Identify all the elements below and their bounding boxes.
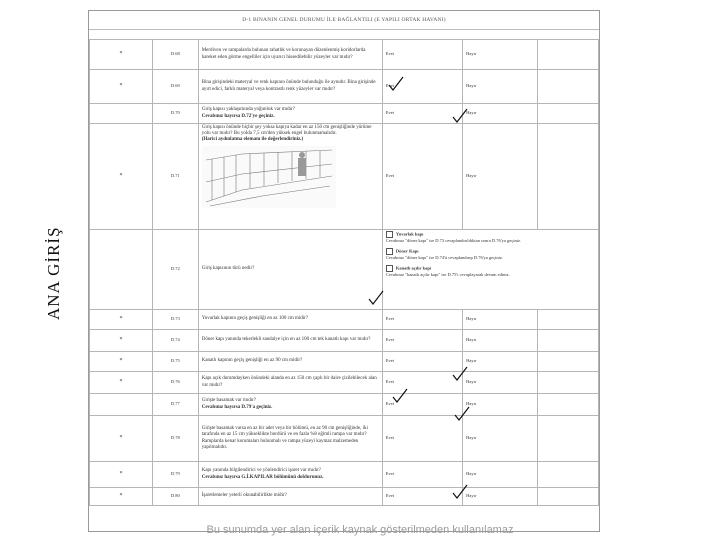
required-star: * <box>90 330 153 352</box>
option-title: Döner Kapı <box>395 248 419 254</box>
notes-cell <box>538 352 599 372</box>
answer-no[interactable]: Hayır <box>463 352 538 372</box>
required-star: * <box>90 416 153 462</box>
answer-no[interactable]: Hayır <box>463 488 538 506</box>
checkmark-icon <box>454 406 470 422</box>
question-code: D.71 <box>153 124 199 230</box>
required-star <box>90 394 153 416</box>
question-code: D.73 <box>153 310 199 330</box>
required-star: * <box>90 70 153 104</box>
footer-notice: Bu sunumda yer alan içerik kaynak gösterilmeden kullanılamaz <box>206 524 514 536</box>
question-code: D.80 <box>153 488 199 506</box>
table-row <box>90 70 599 104</box>
option-title: Kanatlı açılır kapı <box>395 265 432 271</box>
question-code: D.79 <box>153 462 199 488</box>
checkmark-icon <box>388 76 404 92</box>
entrance-sketch-figure <box>202 146 336 208</box>
side-title-text: ANA GİRİŞ <box>44 226 63 320</box>
option-checkbox[interactable] <box>386 265 393 272</box>
question-code: D.76 <box>153 372 199 394</box>
question-instruction: Cevabınız hayırsa D.79'a geçiniz. <box>201 404 273 410</box>
question-code: D.74 <box>153 330 199 352</box>
notes-cell <box>538 310 599 330</box>
answer-yes[interactable]: Evet <box>382 40 462 70</box>
notes-cell <box>538 394 599 416</box>
table-row <box>90 330 599 352</box>
answer-no[interactable]: Hayır <box>463 462 538 488</box>
question-cell <box>198 104 382 124</box>
question-instruction: Cevabınız hayırsa G.İ.KAPILAR bölümünü doldurunuz. <box>201 474 324 480</box>
answer-no[interactable]: Hayır <box>463 394 538 416</box>
answer-no[interactable]: Hayır <box>463 310 538 330</box>
question-text: İşaretlemeler yeterli okunabilirlikte midir? <box>198 488 382 506</box>
option-instruction: Cevabınız "kanatlı açılır kapı" ise D.75'i cevaplayarak devam ediniz. <box>385 272 510 278</box>
table-row <box>90 40 599 70</box>
checkmark-icon <box>368 290 384 306</box>
checkmark-icon <box>452 108 468 124</box>
answer-no[interactable]: Hayır <box>463 124 538 230</box>
notes-cell <box>538 372 599 394</box>
form-sheet <box>88 10 600 532</box>
option-revolving[interactable] <box>386 248 595 255</box>
table-row <box>90 124 599 230</box>
table-row <box>90 416 599 462</box>
answer-yes[interactable]: Evet <box>382 70 462 104</box>
answer-no[interactable]: Hayır <box>463 372 538 394</box>
answer-yes[interactable]: Evet <box>382 462 462 488</box>
answer-no[interactable]: Hayır <box>463 70 538 104</box>
question-code: D.75 <box>153 352 199 372</box>
notes-cell <box>538 124 599 230</box>
table-row <box>90 488 599 506</box>
answer-no[interactable]: Hayır <box>463 104 538 124</box>
answer-no[interactable]: Hayır <box>463 416 538 462</box>
question-code: D.69 <box>153 70 199 104</box>
question-text: Girişte basamak var mıdır? <box>201 398 256 404</box>
required-star: * <box>90 40 153 70</box>
checkmark-icon <box>392 388 408 404</box>
notes-cell <box>538 462 599 488</box>
option-instruction: Cevabınız "döner kapı" ise D.74'ü cevaplandırıp D.76'ya geçiniz. <box>385 255 504 261</box>
table-row <box>90 230 599 310</box>
question-instruction: Cevabınız hayırsa D.72'ye geçiniz. <box>201 113 275 119</box>
question-code: D.72 <box>153 230 199 310</box>
answer-yes[interactable]: Evet <box>382 352 462 372</box>
question-cell <box>198 124 382 230</box>
checkmark-icon <box>452 484 468 500</box>
answer-yes[interactable]: Evet <box>382 330 462 352</box>
answer-yes[interactable]: Evet <box>382 124 462 230</box>
notes-cell <box>538 104 599 124</box>
question-instruction: (Harici aydınlatma elemanı ile değerlendiriniz.) <box>201 137 304 143</box>
question-text: Yuvarlak kapının geçiş genişliği en az 100 cm midir? <box>198 310 382 330</box>
question-code: D.78 <box>153 416 199 462</box>
required-star: * <box>90 488 153 506</box>
answer-yes[interactable]: Evet <box>382 394 462 416</box>
table-row <box>90 462 599 488</box>
answer-yes[interactable]: Evet <box>382 416 462 462</box>
question-text: Kapı yanında bilgilendirici ve yönlendirici işaret var mıdır? <box>201 468 321 474</box>
question-code: D.77 <box>153 394 199 416</box>
answer-yes[interactable]: Evet <box>382 310 462 330</box>
question-text: Giriş kapısı yaklaşımında yoğunluk var mıdır? <box>201 107 295 113</box>
table-row <box>90 310 599 330</box>
required-star: * <box>90 352 153 372</box>
answer-yes[interactable]: Evet <box>382 488 462 506</box>
form-table <box>89 39 599 506</box>
option-instruction: Cevabınız "döner kapı" ise D.73 cevaplandırıldıktan sonra D.76'ya geçiniz. <box>385 238 522 243</box>
answer-no[interactable]: Hayır <box>463 330 538 352</box>
question-text: Merdiven ve rampalarda bulunan rahatlık ve korunayan düzenlenmiş koridorlarda hareket eden görme engelliler için uyarıcı hissedilebilir yüzeyler var mıdır? <box>198 40 382 70</box>
door-type-options <box>382 230 598 310</box>
question-text: Kanatlı kapının geçiş genişliği en az 90 cm midir? <box>198 352 382 372</box>
question-code: D.70 <box>153 104 199 124</box>
notes-cell <box>538 70 599 104</box>
question-text: Bina girişindeki materyal ve renk kapının önünde bulunduğu ile aynıdır. Bina girişinde ayırt edici, farklı materyal veya kontrastlı renk yüzeyler var mıdır? <box>198 70 382 104</box>
table-row <box>90 104 599 124</box>
table-row <box>90 352 599 372</box>
question-text: Giriş kapısının türü nedir? <box>198 230 382 310</box>
answer-no[interactable]: Hayır <box>463 40 538 70</box>
question-text: Girişte basamak varsa en az bir adet veya bir bölümü, en az 90 cm genişliğinde, iki tarafında en az 15 cm yükseklikte bordürü ve en fazla %8 eğimli rampa var mıdır? Ramplarda kenar korumaları bulunmalı ve rampa yüzeyi kaymaz malzemeden yapılmalıdır. <box>198 416 382 462</box>
notes-cell <box>538 330 599 352</box>
question-text: Giriş kapısı önünde hiçbir şey yoksa kapıya kadar en az 150 cm genişliğinde yürüme yolu var mıdır? Bu yolda 7,5 cm'den yüksek engel bulunmamalıdır. <box>201 125 372 137</box>
question-text: Kapı açık durumdayken önündeki alanda en az 150 cm çaplı bir daire çizilebilecek alan var mıdır? <box>198 372 382 394</box>
answer-yes[interactable]: Evet <box>382 104 462 124</box>
notes-cell <box>538 416 599 462</box>
notes-cell <box>538 40 599 70</box>
required-star: * <box>90 310 153 330</box>
option-revolving-round[interactable] <box>386 231 595 238</box>
table-row <box>90 394 599 416</box>
required-star <box>90 104 153 124</box>
required-star <box>90 230 153 310</box>
checkmark-icon <box>452 366 468 382</box>
question-cell <box>198 394 382 416</box>
option-checkbox[interactable] <box>386 231 393 238</box>
option-hinged[interactable] <box>386 265 595 272</box>
option-checkbox[interactable] <box>386 248 393 255</box>
notes-cell <box>538 488 599 506</box>
required-star: * <box>90 462 153 488</box>
required-star: * <box>90 124 153 230</box>
question-cell <box>198 462 382 488</box>
question-code: D.68 <box>153 40 199 70</box>
question-text: Döner kapı yanında tekerlekli sandalye için en az 100 cm tek kanatlı kapı var mıdır? <box>198 330 382 352</box>
sheet-header: D-1 BINANIN GENEL DURUMU İLE BAĞLANTILI (E YAPILI ORTAK HAVANI) <box>89 11 599 30</box>
required-star: * <box>90 372 153 394</box>
option-title: Yuvarlak kapı <box>395 231 424 237</box>
side-title <box>44 226 64 340</box>
answer-yes[interactable]: Evet <box>382 372 462 394</box>
table-row <box>90 372 599 394</box>
